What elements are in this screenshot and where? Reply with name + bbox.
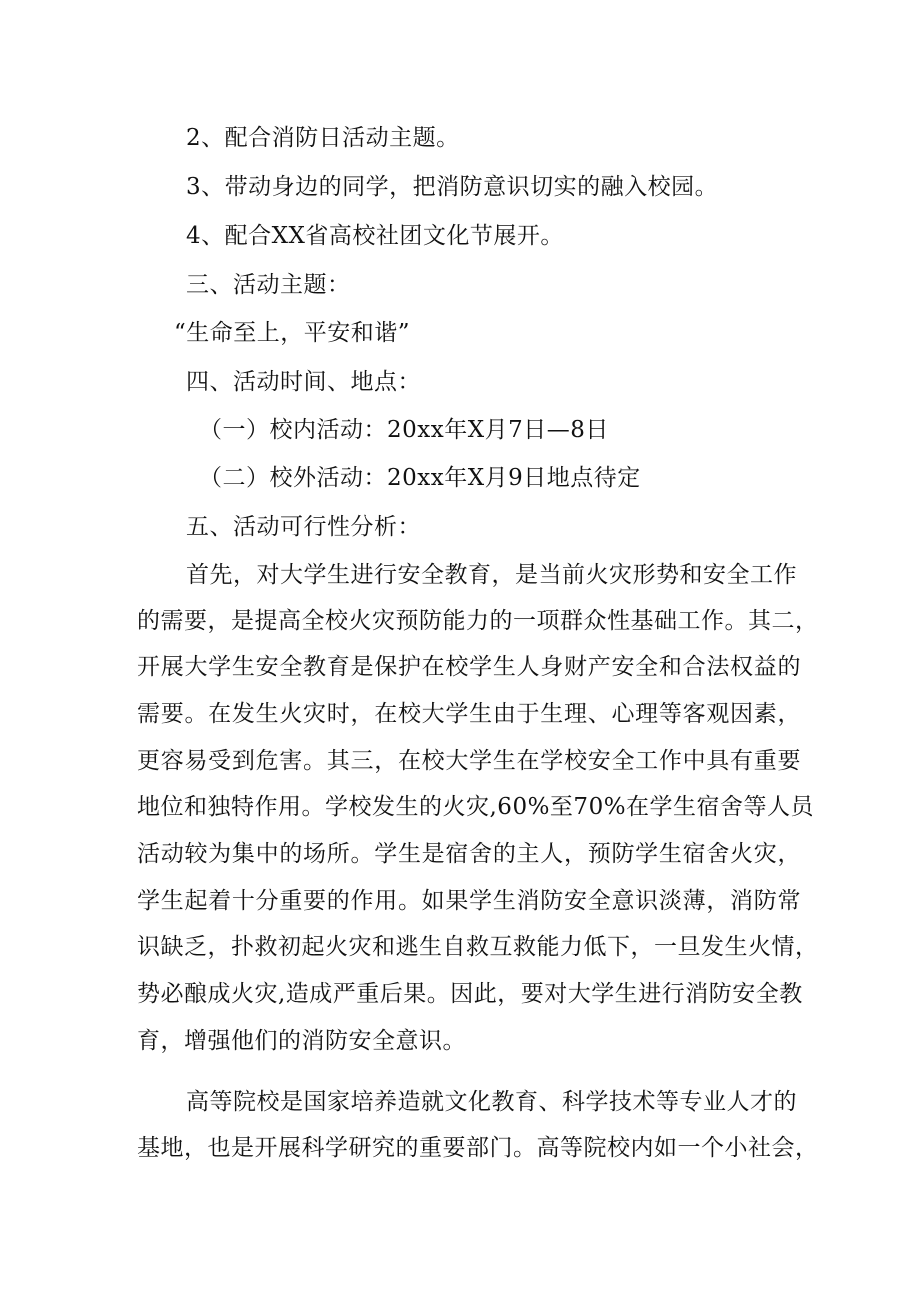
paragraph-1-line: 首先，对大学生进行安全教育，是当前火灾形势和安全工作 bbox=[186, 562, 797, 588]
paragraph-1-line: 势必酿成火灾,造成严重后果。因此，要对大学生进行消防安全教 bbox=[137, 981, 803, 1007]
paragraph-1-line: 育，增强他们的消防安全意识。 bbox=[137, 1028, 466, 1054]
section-four-heading: 四、活动时间、地点： bbox=[186, 369, 421, 395]
list-item-3: 3、带动身边的同学，把消防意识切实的融入校园。 bbox=[186, 174, 719, 200]
paragraph-1-line: 活动较为集中的场所。学生是宿舍的主人，预防学生宿舍火灾， bbox=[137, 841, 801, 867]
paragraph-1-line: 地位和独特作用。学校发生的火灾,60%至70%在学生宿舍等人员 bbox=[137, 794, 815, 820]
paragraph-1-line: 的需要，是提高全校火灾预防能力的一项群众性基础工作。其二， bbox=[137, 608, 819, 634]
time-place-item-2: （二）校外活动：20xx年X月9日地点待定 bbox=[199, 465, 641, 491]
paragraph-2-line: 基地，也是开展科学研究的重要部门。高等院校内如一个小社会， bbox=[137, 1135, 819, 1161]
paragraph-1-line: 识缺乏，扑救初起火灾和逃生自救互救能力低下，一旦发生火情， bbox=[137, 934, 819, 960]
list-item-4: 4、配合XX省高校社团文化节展开。 bbox=[186, 223, 564, 249]
paragraph-1-line: 更容易受到危害。其三，在校大学生在学校安全工作中具有重要 bbox=[137, 748, 801, 774]
section-three-heading: 三、活动主题： bbox=[186, 272, 351, 298]
time-place-item-1: （一）校内活动：20xx年X月7日—8日 bbox=[199, 417, 609, 443]
list-item-2: 2、配合消防日活动主题。 bbox=[186, 125, 460, 151]
activity-theme: “生命至上，平安和谐” bbox=[174, 320, 411, 346]
paragraph-1-line: 需要。在发生火灾时，在校大学生由于生理、心理等客观因素， bbox=[137, 701, 801, 727]
paragraph-2-line: 高等院校是国家培养造就文化教育、科学技术等专业人才的 bbox=[186, 1089, 797, 1115]
paragraph-1-line: 学生起着十分重要的作用。如果学生消防安全意识淡薄，消防常 bbox=[137, 888, 801, 914]
section-five-heading: 五、活动可行性分析： bbox=[186, 514, 421, 540]
paragraph-1-line: 开展大学生安全教育是保护在校学生人身财产安全和合法权益的 bbox=[137, 654, 801, 680]
